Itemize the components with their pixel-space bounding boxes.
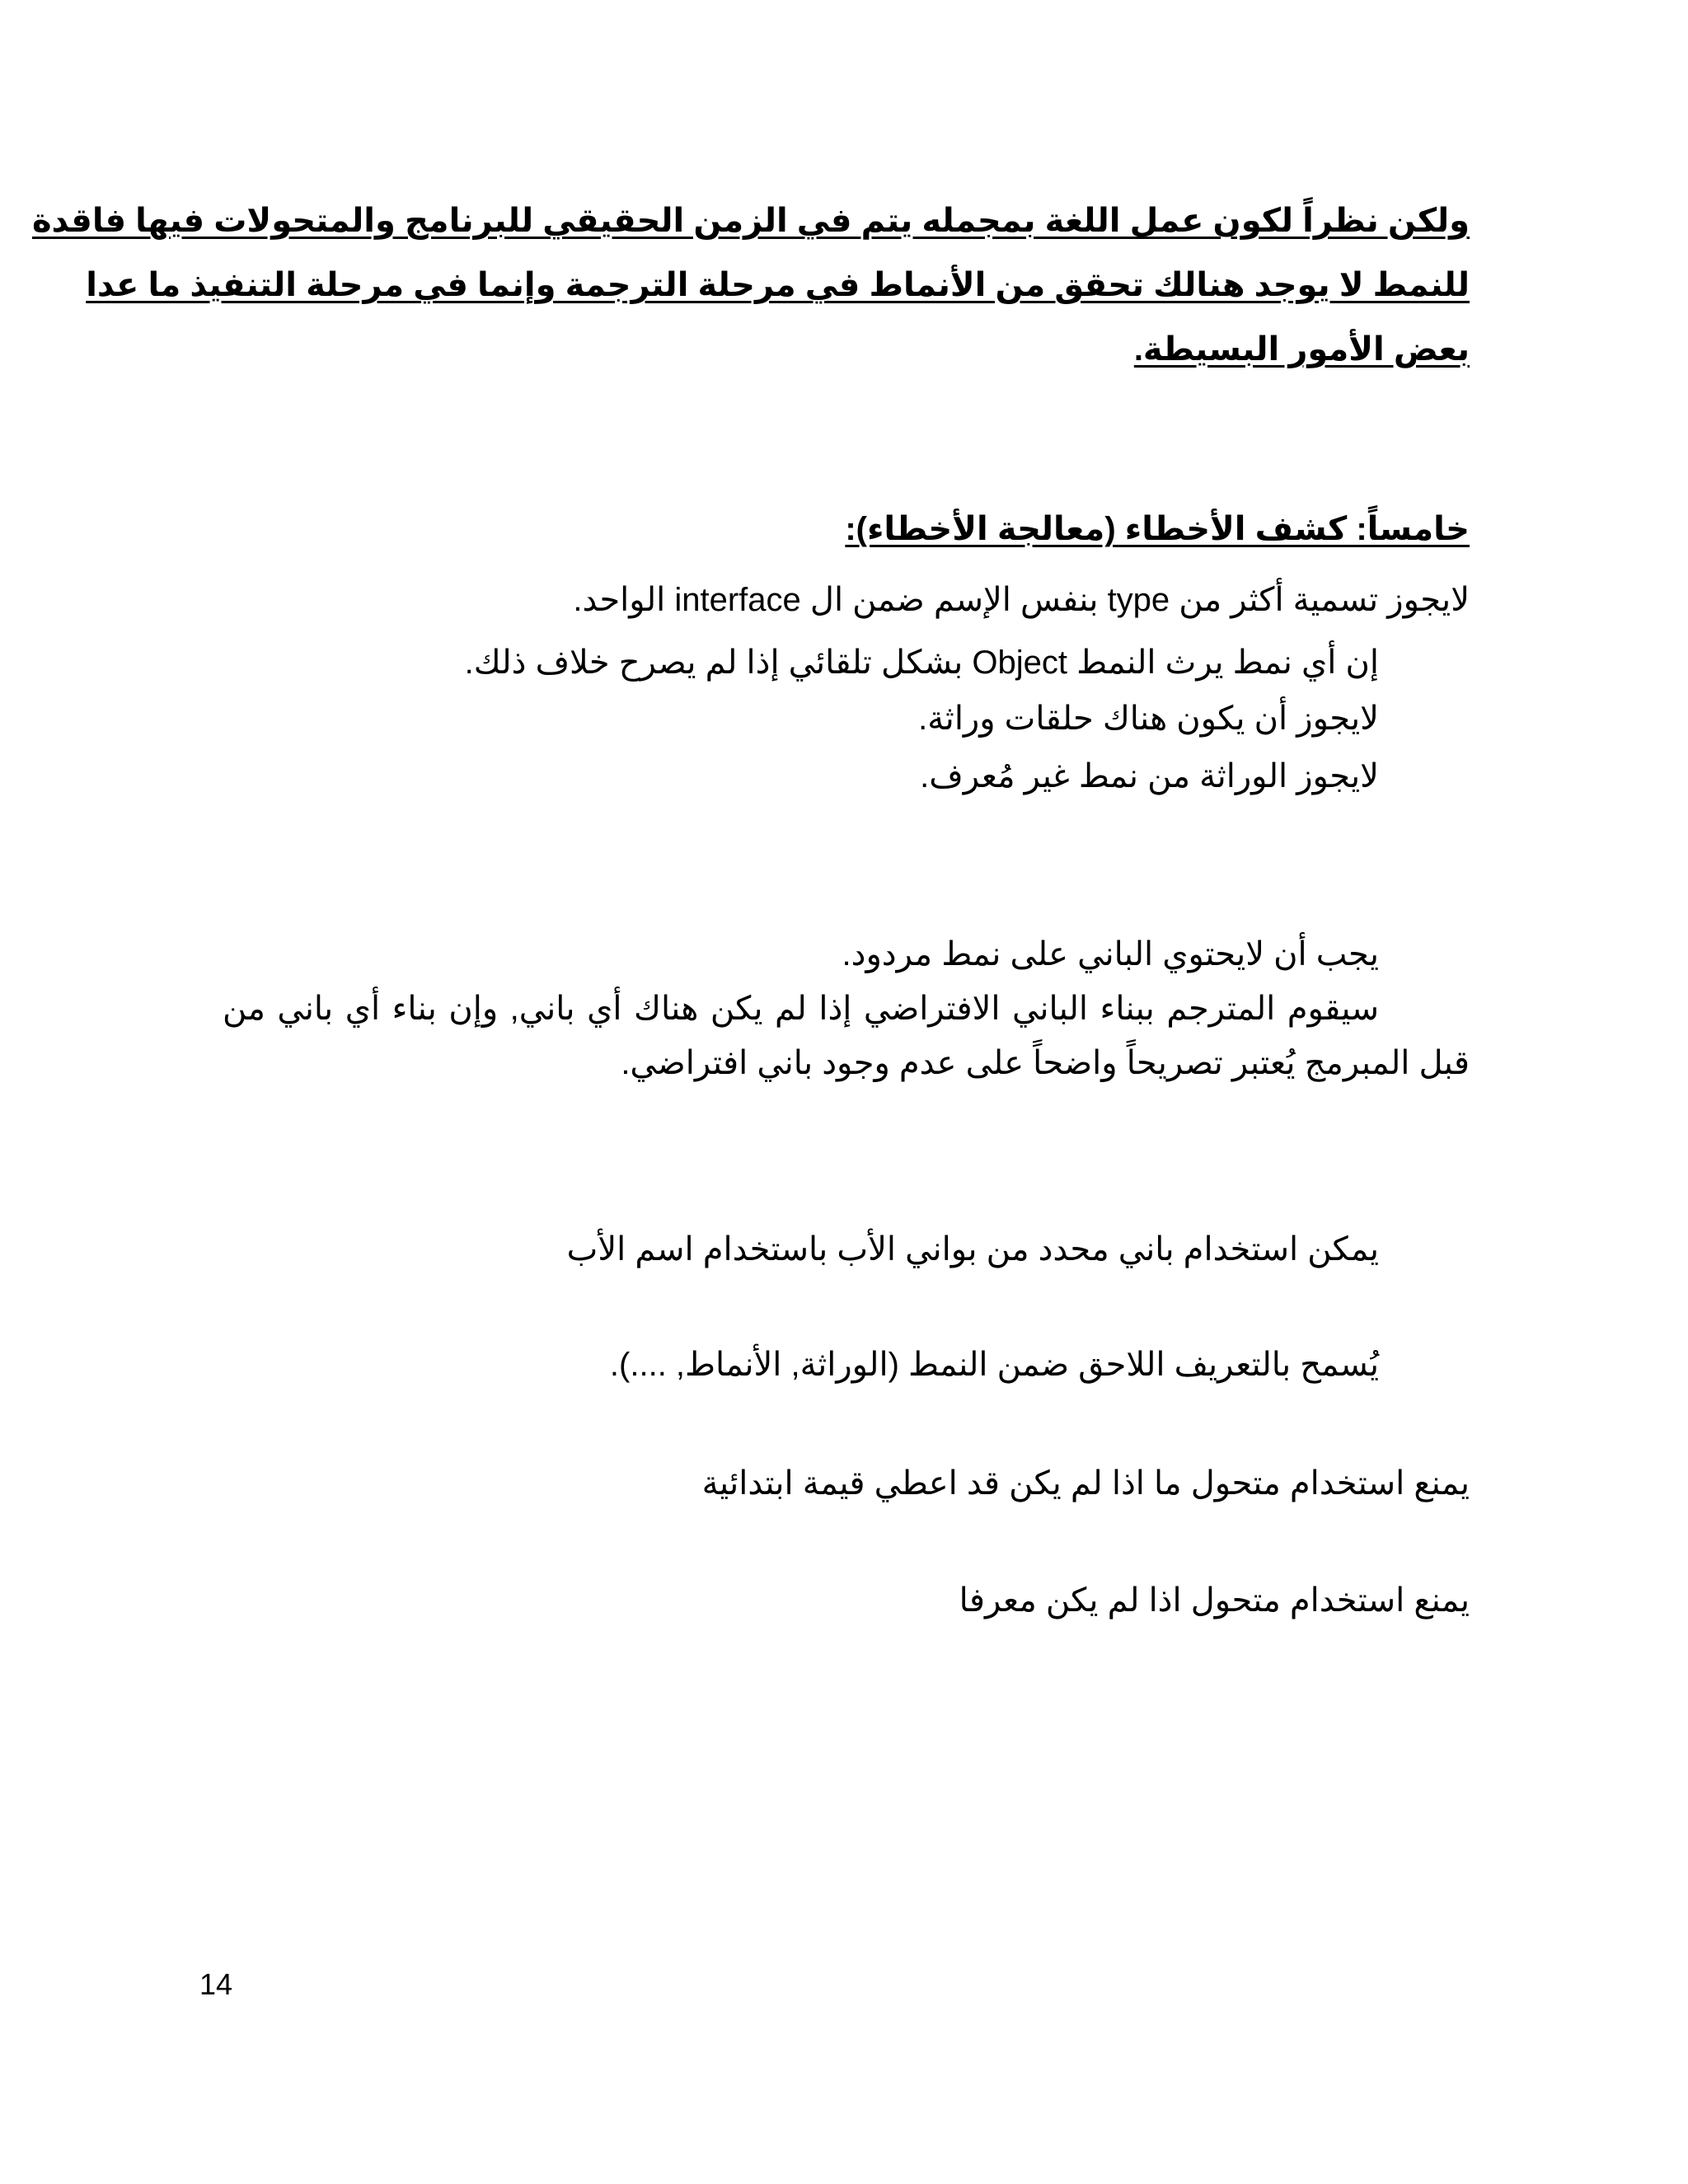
rule-item: لايجوز أن يكون هناك حلقات وراثة.	[918, 701, 1379, 737]
misc-rule-3: يمنع استخدام متحول ما اذا لم يكن قد اعطي قيمة ابتدائية	[701, 1465, 1470, 1502]
page-number: 14	[199, 1967, 233, 2001]
rule-item: لايجوز الوراثة من نمط غير مُعرف.	[920, 758, 1379, 794]
section-heading: خامساً: كشف الأخطاء (معالجة الأخطاء):	[845, 511, 1470, 547]
rule-item: لايجوز تسمية أكثر من type بنفس الإسم ضمن ال interface الواحد.	[573, 582, 1470, 618]
intro-line-2: للنمط لا يوجد هنالك تحقق من الأنماط في مرحلة الترجمة وإنما في مرحلة التنفيذ ما عدا	[86, 267, 1470, 303]
misc-rule-2: يُسمح بالتعريف اللاحق ضمن النمط (الوراثة, الأنماط, ....).	[609, 1347, 1379, 1383]
constructor-rule-1: يجب أن لايحتوي الباني على نمط مردود.	[842, 936, 1379, 972]
rule-item: إن أي نمط يرث النمط Object بشكل تلقائي إذا لم يصرح خلاف ذلك.	[464, 644, 1379, 681]
intro-line-1: ولكن نظراً لكون عمل اللغة بمجمله يتم في الزمن الحقيقي للبرنامج والمتحولات فيها فاقدة	[31, 203, 1470, 239]
intro-line-3: بعض الأمور البسيطة.	[1133, 331, 1470, 368]
constructor-rule-2: سيقوم المترجم ببناء الباني الافتراضي إذا لم يكن هناك أي باني, وإن بناء أي باني من	[223, 991, 1379, 1027]
misc-rule-1: يمكن استخدام باني محدد من بواني الأب باستخدام اسم الأب	[566, 1231, 1379, 1268]
constructor-rule-3: قبل المبرمج يُعتبر تصريحاً واضحاً على عدم وجود باني افتراضي.	[621, 1045, 1470, 1081]
misc-rule-4: يمنع استخدام متحول اذا لم يكن معرفا	[959, 1582, 1470, 1619]
